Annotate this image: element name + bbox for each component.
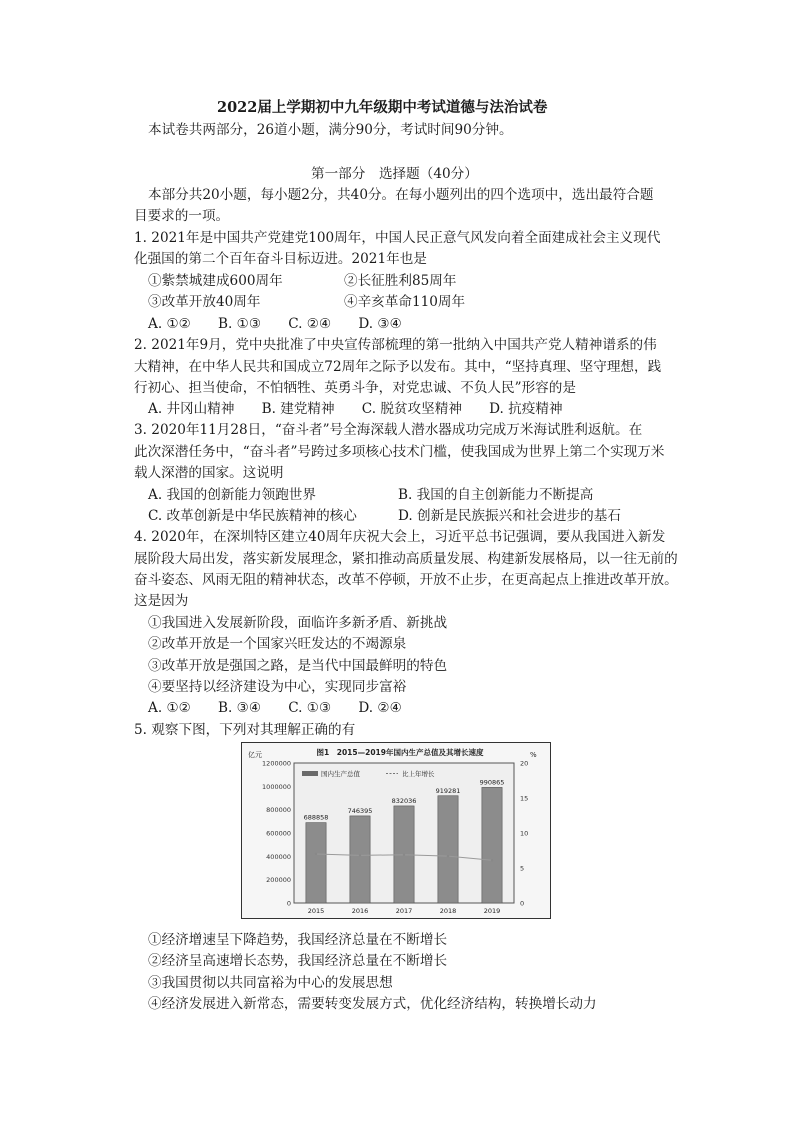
- y-tick-label: 1000000: [262, 782, 291, 791]
- q4-statement-4: ④要坚持以经济建设为中心，实现同步富裕: [148, 679, 407, 695]
- q1-stem-cont: 化强国的第二个百年奋斗目标迈进。2021年也是: [134, 251, 427, 267]
- y2-tick-label: 20: [520, 759, 529, 768]
- q4-stem-cont: 展阶段大局出发，落实新发展理念，紧扣推动高质量发展、构建新发展格局，以一往无前的: [134, 551, 678, 567]
- y-tick-label: 0: [286, 899, 291, 908]
- q2-choices: A. 井冈山精神 B. 建党精神 C. 脱贫攻坚精神 D. 抗疫精神: [148, 401, 563, 417]
- q4-statement-1: ①我国进入发展新阶段，面临许多新矛盾、新挑战: [148, 615, 448, 631]
- q3-option-c: C. 改革创新是中华民族精神的核心: [148, 508, 357, 524]
- y-tick-label: 600000: [266, 829, 291, 838]
- growth-point: [447, 855, 449, 857]
- bar-data-label: 990865: [479, 778, 505, 787]
- q4-stem: 4. 2020年，在深圳特区建立40周年庆祝大会上，习近平总书记强调，要从我国进入新发: [134, 529, 666, 545]
- y2-tick-label: 5: [520, 864, 525, 873]
- bar: [438, 796, 458, 903]
- q4-stem-cont2: 奋斗姿态、风雨无阻的精神状态，改革不停顿，开放不止步，在更高起点上推进改革开放。: [134, 572, 678, 588]
- q1-statement-4: ④辛亥革命110周年: [344, 294, 466, 310]
- bar-data-label: 688858: [303, 813, 329, 822]
- q1-statement-1: ①紫禁城建成600周年: [148, 273, 283, 289]
- growth-point: [315, 853, 317, 855]
- legend-label-growth: 比上年增长: [402, 770, 435, 778]
- q1-statement-2: ②长征胜利85周年: [344, 273, 457, 289]
- q3-stem: 3. 2020年11月28日，“奋斗者”号全海深载人潜水器成功完成万米海试胜利返航。在: [134, 422, 643, 438]
- x-tick-label: 2016: [351, 907, 369, 915]
- bar-data-label: 746395: [347, 806, 373, 815]
- legend-swatch-gdp: [302, 771, 318, 776]
- legend-label-gdp: 国内生产总值: [321, 770, 360, 778]
- q1-choices: A. ①② B. ①③ C. ②④ D. ③④: [148, 316, 402, 332]
- right-unit-label: %: [530, 751, 537, 759]
- part1-desc: 本部分共20小题，每小题2分，共40分。在每小题列出的四个选项中，选出最符合题: [148, 187, 654, 203]
- bar-data-label: 832036: [391, 796, 417, 805]
- q3-stem-cont2: 载人深潜的国家。这说明: [134, 465, 284, 481]
- q3-option-d: D. 创新是民族振兴和社会进步的基石: [398, 508, 621, 524]
- q5-statement-3: ③我国贯彻以共同富裕为中心的发展思想: [148, 975, 393, 991]
- q4-stem-cont3: 这是因为: [134, 593, 189, 609]
- part1-heading: 第一部分 选择题（40分）: [311, 166, 478, 182]
- q3-stem-cont: 此次深潜任务中，“奋斗者”号跨过多项核心技术门槛，使我国成为世界上第二个实现万米: [134, 444, 665, 460]
- q5-statement-2: ②经济呈高速增长态势，我国经济总量在不断增长: [148, 953, 448, 969]
- q2-stem-cont: 大精神，在中华人民共和国成立72周年之际予以发布。其中，“坚持真理、坚守理想，践: [134, 359, 662, 375]
- q2-stem-cont2: 行初心、担当使命，不怕牺牲、英勇斗争，对党忠诚、不负人民”形容的是: [134, 380, 576, 396]
- q4-choices: A. ①② B. ③④ C. ①③ D. ②④: [148, 700, 402, 716]
- part1-desc-cont: 目要求的一项。: [134, 208, 230, 224]
- x-tick-label: 2018: [439, 907, 457, 915]
- bar: [350, 816, 370, 903]
- left-unit-label: 亿元: [248, 751, 262, 759]
- q5-stem: 5. 观察下图，下列对其理解正确的有: [134, 722, 356, 738]
- x-tick-label: 2015: [307, 907, 325, 915]
- gdp-chart-svg: [242, 743, 550, 918]
- y-tick-label: 800000: [266, 806, 291, 815]
- q4-statement-3: ③改革开放是强国之路，是当代中国最鲜明的特色: [148, 658, 448, 674]
- bar: [306, 823, 326, 903]
- exam-intro: 本试卷共两部分，26道小题，满分90分，考试时间90分钟。: [148, 122, 513, 138]
- q3-option-b: B. 我国的自主创新能力不断提高: [398, 487, 594, 503]
- growth-point: [403, 854, 405, 856]
- q5-statement-4: ④经济发展进入新常态，需要转变发展方式，优化经济结构，转换增长动力: [148, 996, 597, 1012]
- exam-title: 2022届上学期初中九年级期中考试道德与法治试卷: [217, 99, 548, 116]
- growth-point: [491, 859, 493, 861]
- gdp-chart: [241, 742, 551, 919]
- y2-tick-label: 0: [520, 899, 525, 908]
- bar-data-label: 919281: [435, 786, 461, 795]
- y-tick-label: 200000: [266, 876, 291, 885]
- y-tick-label: 400000: [266, 852, 291, 861]
- q3-option-a: A. 我国的创新能力领跑世界: [148, 487, 316, 503]
- q2-stem: 2. 2021年9月，党中央批准了中央宣传部梳理的第一批纳入中国共产党人精神谱系的伟: [134, 337, 657, 353]
- y2-tick-label: 15: [520, 794, 529, 803]
- y2-tick-label: 10: [520, 829, 529, 838]
- q1-statement-3: ③改革开放40周年: [148, 294, 261, 310]
- x-tick-label: 2019: [483, 907, 501, 915]
- q4-statement-2: ②改革开放是一个国家兴旺发达的不竭源泉: [148, 636, 407, 652]
- y-tick-label: 1200000: [262, 759, 291, 768]
- q5-statement-1: ①经济增速呈下降趋势，我国经济总量在不断增长: [148, 932, 448, 948]
- x-tick-label: 2017: [395, 907, 413, 915]
- chart-title: 图1 2015—2019年国内生产总值及其增长速度: [316, 748, 484, 757]
- q1-stem: 1. 2021年是中国共产党建党100周年，中国人民正意气风发向着全面建成社会主义现代: [134, 230, 661, 246]
- growth-point: [359, 854, 361, 856]
- bar: [482, 787, 502, 903]
